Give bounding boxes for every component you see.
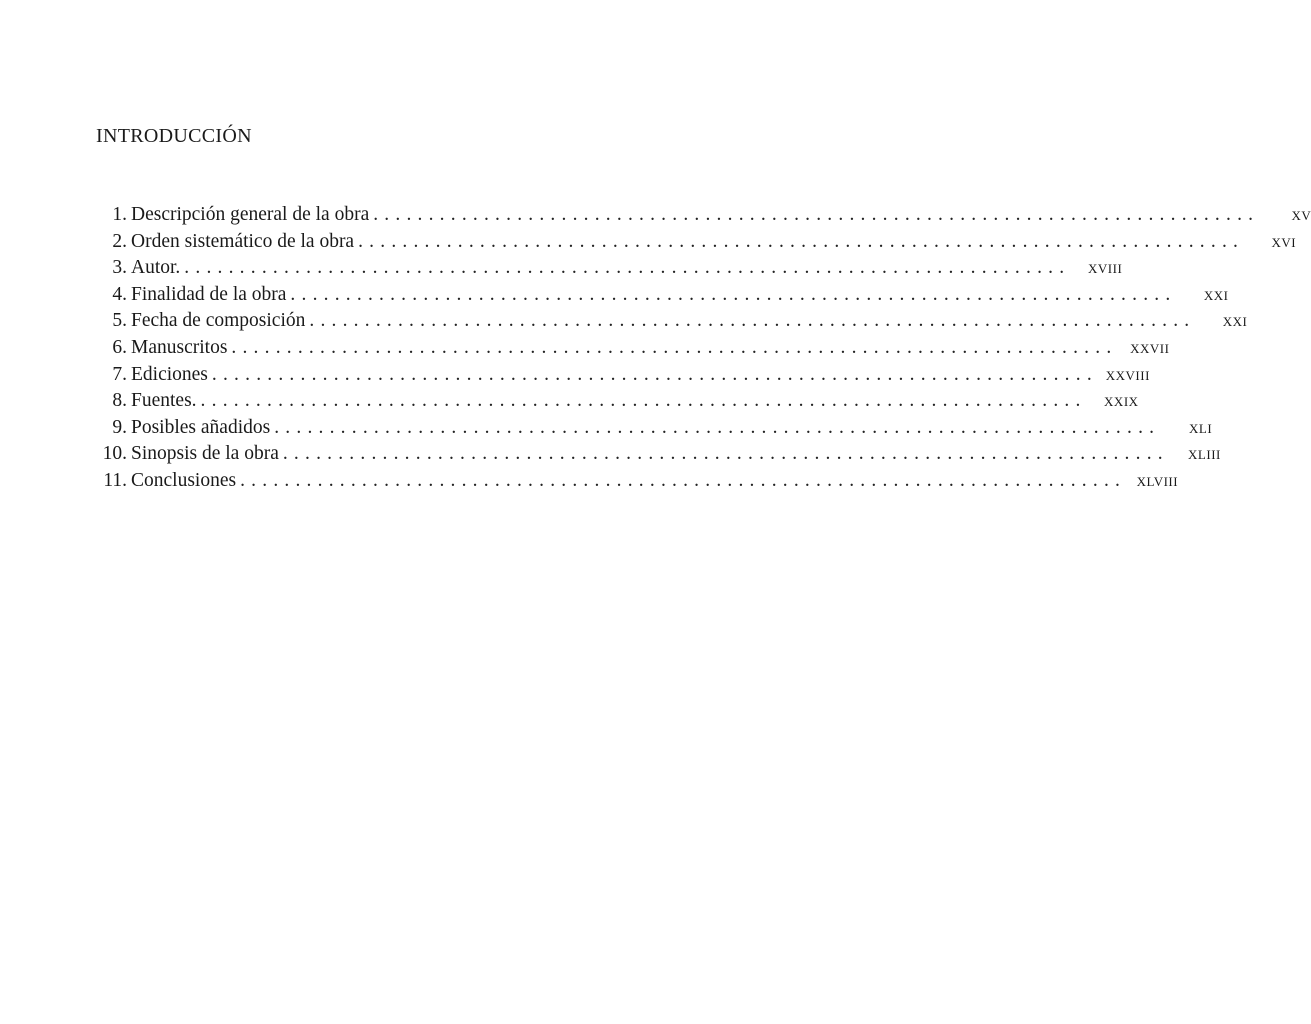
toc-entry-page: XVI bbox=[1271, 234, 1297, 250]
toc-entry[interactable] bbox=[96, 335, 1170, 362]
toc-entry-page: XLI bbox=[1189, 420, 1213, 436]
dot-leader: ................................................................................ bbox=[309, 310, 1196, 332]
toc-entry-number: 10. bbox=[102, 443, 127, 465]
toc-entry-page: XLIII bbox=[1188, 447, 1221, 463]
toc-entry-title: Manuscritos bbox=[131, 336, 228, 358]
dot-leader: ................................................................................ bbox=[282, 443, 1169, 465]
toc-entry-page: XXI bbox=[1222, 314, 1248, 330]
toc-entry-number: 6. bbox=[112, 336, 127, 358]
toc-entry-page: XXIX bbox=[1104, 394, 1139, 410]
dot-leader: ................................................................................ bbox=[184, 257, 1071, 279]
page-title: INTRODUCCIÓN bbox=[96, 125, 252, 147]
toc-entry[interactable] bbox=[96, 282, 1229, 309]
toc-entry-number: 4. bbox=[112, 283, 127, 305]
toc-entry-title: Posibles añadidos bbox=[131, 416, 271, 438]
toc-entry-number: 9. bbox=[112, 416, 127, 438]
toc-entry-title: Fuentes. bbox=[131, 390, 197, 412]
toc-entry-title: Sinopsis de la obra bbox=[131, 443, 279, 465]
toc-entry[interactable] bbox=[96, 468, 1179, 495]
dot-leader: ................................................................................ bbox=[240, 469, 1127, 491]
toc-entry[interactable] bbox=[96, 255, 1123, 282]
toc-entry-title: Orden sistemático de la obra bbox=[131, 230, 355, 252]
toc-entry[interactable] bbox=[96, 388, 1139, 415]
toc-entry-number: 5. bbox=[112, 310, 127, 332]
toc-entry-title: Ediciones bbox=[131, 363, 208, 385]
toc-entry-title: Autor. bbox=[131, 257, 181, 279]
toc-entry-page: XV bbox=[1291, 208, 1311, 223]
toc-entry-number: 2. bbox=[112, 230, 127, 252]
dot-leader: ................................................................................ bbox=[211, 363, 1098, 385]
toc-entry[interactable] bbox=[96, 308, 1248, 335]
toc-entry-number: 11. bbox=[103, 469, 127, 491]
dot-leader: ................................................................................ bbox=[274, 416, 1161, 438]
toc-entry-title: Conclusiones bbox=[131, 469, 237, 491]
toc-entry[interactable] bbox=[96, 229, 1297, 256]
toc-entry-title: Descripción general de la obra bbox=[131, 204, 370, 225]
toc-entry[interactable] bbox=[96, 415, 1213, 442]
toc-entry-number: 3. bbox=[112, 257, 127, 279]
dot-leader: ................................................................................ bbox=[373, 204, 1260, 225]
toc-entry-page: XXVII bbox=[1130, 340, 1170, 356]
toc-entry-page: XVIII bbox=[1088, 261, 1123, 277]
toc-entry-title: Finalidad de la obra bbox=[131, 283, 287, 305]
toc-entry-number: 1. bbox=[112, 204, 127, 225]
dot-leader: ................................................................................ bbox=[358, 230, 1245, 252]
toc-entry-number: 7. bbox=[112, 363, 127, 385]
dot-leader: ................................................................................ bbox=[231, 336, 1118, 358]
toc-entry-title: Fecha de composición bbox=[131, 310, 306, 332]
dot-leader: ................................................................................ bbox=[200, 390, 1087, 412]
toc-entry-page: XXVIII bbox=[1105, 367, 1150, 383]
table-of-contents bbox=[96, 202, 1311, 495]
toc-entry-page: XLVIII bbox=[1136, 473, 1179, 489]
toc-entry-page: XXI bbox=[1203, 287, 1229, 303]
dot-leader: ................................................................................ bbox=[290, 283, 1177, 305]
toc-entry[interactable] bbox=[96, 202, 1311, 229]
toc-entry-number: 8. bbox=[112, 390, 127, 412]
toc-entry[interactable] bbox=[96, 362, 1150, 389]
toc-entry[interactable] bbox=[96, 441, 1221, 468]
